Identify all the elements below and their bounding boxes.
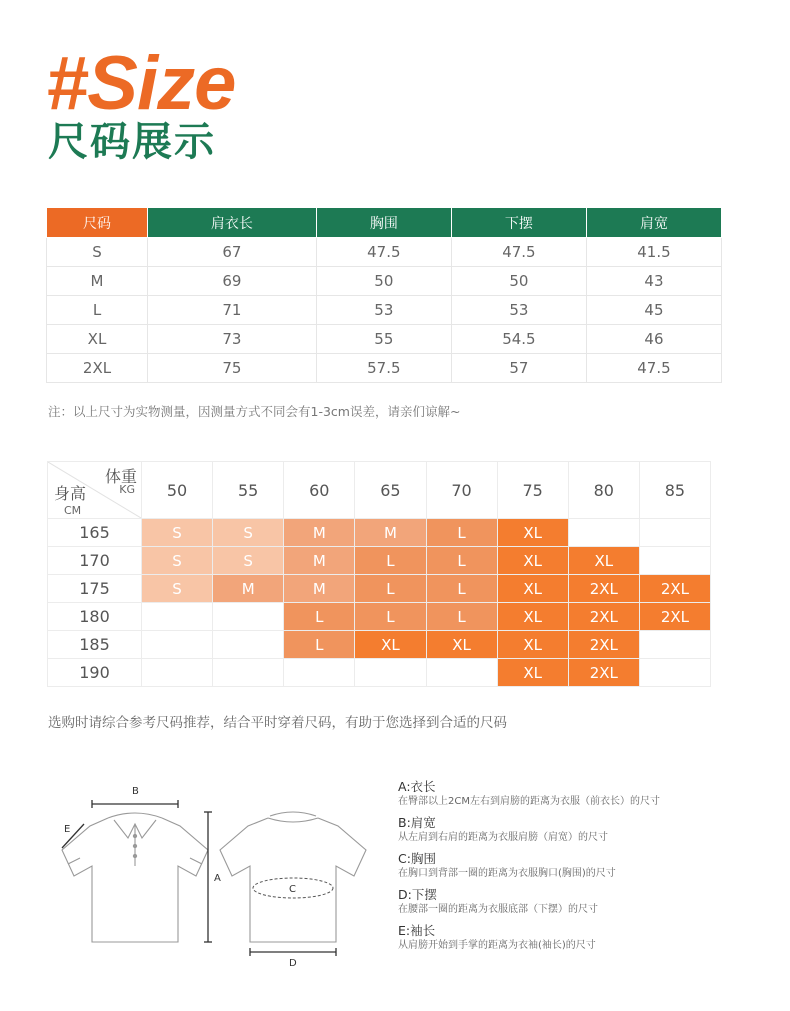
size-cell: 2XL bbox=[47, 354, 148, 383]
size-recommend-cell bbox=[639, 519, 710, 547]
table-row bbox=[47, 325, 722, 354]
legend-desc: 在腰部一圈的距离为衣服底部（下摆）的尺寸 bbox=[398, 904, 598, 915]
size-recommend-cell: L bbox=[355, 575, 426, 603]
size-recommend-cell: M bbox=[284, 575, 355, 603]
legend-item bbox=[398, 778, 660, 808]
legend-desc: 从肩膀开始到手掌的距离为衣袖(袖长)的尺寸 bbox=[398, 940, 596, 951]
legend-desc: 从左肩到右肩的距离为衣服肩膀（肩宽）的尺寸 bbox=[398, 832, 608, 843]
size-recommend-cell: M bbox=[355, 519, 426, 547]
size-recommend-cell: 2XL bbox=[639, 603, 710, 631]
table-row bbox=[48, 547, 711, 575]
size-recommend-cell: L bbox=[284, 603, 355, 631]
measure-legend bbox=[398, 778, 660, 958]
size-recommend-cell: XL bbox=[355, 631, 426, 659]
legend-item bbox=[398, 922, 660, 952]
table-row bbox=[48, 659, 711, 687]
legend-key: B:肩宽 bbox=[398, 815, 436, 830]
size-recommend-cell bbox=[639, 631, 710, 659]
legend-item bbox=[398, 814, 660, 844]
size-recommend-cell: S bbox=[142, 575, 213, 603]
size-recommend-cell: XL bbox=[497, 603, 568, 631]
size-recommend-cell bbox=[568, 519, 639, 547]
size-note: 注：以上尺寸为实物测量，因测量方式不同会有1-3cm误差，请亲们谅解~ bbox=[48, 404, 461, 419]
size-recommend-cell: S bbox=[142, 519, 213, 547]
size-recommend-cell bbox=[213, 659, 284, 687]
size-recommend-cell: L bbox=[426, 603, 497, 631]
size-cell: 53 bbox=[316, 296, 451, 325]
size-recommend-cell: L bbox=[426, 519, 497, 547]
table-row bbox=[47, 296, 722, 325]
size-cell: 47.5 bbox=[586, 354, 721, 383]
size-recommend-cell: M bbox=[284, 547, 355, 575]
size-col-header: 肩宽 bbox=[586, 208, 721, 238]
size-recommend-cell: XL bbox=[426, 631, 497, 659]
shirt-diagram bbox=[48, 780, 368, 970]
legend-item bbox=[398, 850, 660, 880]
size-col-header: 胸围 bbox=[316, 208, 451, 238]
label-e: E bbox=[64, 824, 71, 835]
size-recommend-cell: L bbox=[426, 575, 497, 603]
size-recommend-cell: L bbox=[284, 631, 355, 659]
size-cell: XL bbox=[47, 325, 148, 354]
weight-header: 85 bbox=[639, 462, 710, 519]
legend-desc: 在胸口到背部一圈的距离为衣服胸口(胸围)的尺寸 bbox=[398, 868, 616, 879]
size-recommend-cell: 2XL bbox=[568, 575, 639, 603]
recommend-body bbox=[48, 519, 711, 687]
size-recommend-cell: L bbox=[426, 547, 497, 575]
height-header: 165 bbox=[48, 519, 142, 547]
table-row bbox=[48, 575, 711, 603]
size-recommend-cell bbox=[355, 659, 426, 687]
recommend-corner bbox=[48, 462, 142, 519]
size-col-header: 下摆 bbox=[451, 208, 586, 238]
label-b: B bbox=[132, 786, 139, 797]
title-cn: 尺码展示 bbox=[48, 119, 216, 165]
size-cell: 46 bbox=[586, 325, 721, 354]
weight-header: 60 bbox=[284, 462, 355, 519]
title-en: #Size bbox=[46, 41, 236, 126]
size-recommend-cell: XL bbox=[497, 575, 568, 603]
size-cell: 54.5 bbox=[451, 325, 586, 354]
legend-key: D:下摆 bbox=[398, 887, 437, 902]
size-cell: S bbox=[47, 238, 148, 267]
size-recommend-cell: 2XL bbox=[568, 603, 639, 631]
size-cell: 45 bbox=[586, 296, 721, 325]
size-recommend-cell bbox=[639, 547, 710, 575]
size-table-header bbox=[47, 208, 722, 238]
size-cell: 67 bbox=[148, 238, 317, 267]
size-table bbox=[46, 207, 722, 383]
size-cell: 73 bbox=[148, 325, 317, 354]
table-row bbox=[47, 354, 722, 383]
height-header: 180 bbox=[48, 603, 142, 631]
label-d: D bbox=[289, 958, 297, 969]
size-recommend-cell: S bbox=[213, 519, 284, 547]
size-recommend-cell: L bbox=[355, 547, 426, 575]
front-shirt-icon bbox=[62, 813, 208, 942]
size-recommend-cell: 2XL bbox=[639, 575, 710, 603]
size-cell: 69 bbox=[148, 267, 317, 296]
height-header: 170 bbox=[48, 547, 142, 575]
size-recommend-cell: S bbox=[213, 547, 284, 575]
size-cell: 50 bbox=[451, 267, 586, 296]
size-cell: 55 bbox=[316, 325, 451, 354]
label-a: A bbox=[214, 873, 221, 884]
size-recommend-cell bbox=[142, 659, 213, 687]
size-cell: 57 bbox=[451, 354, 586, 383]
legend-desc: 在臀部以上2CM左右到肩膀的距离为衣服（前衣长）的尺寸 bbox=[398, 796, 660, 807]
size-recommend-cell: 2XL bbox=[568, 631, 639, 659]
size-col-header: 肩衣长 bbox=[148, 208, 317, 238]
weight-header: 55 bbox=[213, 462, 284, 519]
height-header: 185 bbox=[48, 631, 142, 659]
weight-header: 75 bbox=[497, 462, 568, 519]
legend-key: C:胸围 bbox=[398, 851, 436, 866]
size-recommend-cell: XL bbox=[497, 659, 568, 687]
size-recommend-cell bbox=[142, 603, 213, 631]
height-unit: CM bbox=[64, 504, 82, 517]
size-recommend-cell: S bbox=[142, 547, 213, 575]
size-recommend-cell: L bbox=[355, 603, 426, 631]
size-recommend-cell bbox=[142, 631, 213, 659]
legend-item bbox=[398, 886, 660, 916]
size-cell: 57.5 bbox=[316, 354, 451, 383]
size-cell: 47.5 bbox=[451, 238, 586, 267]
size-col-header: 尺码 bbox=[47, 208, 148, 238]
size-cell: 75 bbox=[148, 354, 317, 383]
weight-header: 65 bbox=[355, 462, 426, 519]
table-row bbox=[48, 631, 711, 659]
size-cell: 43 bbox=[586, 267, 721, 296]
label-c: C bbox=[289, 884, 296, 895]
recommend-table bbox=[47, 461, 711, 687]
size-cell: 71 bbox=[148, 296, 317, 325]
weight-header: 70 bbox=[426, 462, 497, 519]
size-recommend-cell: XL bbox=[497, 519, 568, 547]
size-cell: 53 bbox=[451, 296, 586, 325]
legend-key: E:袖长 bbox=[398, 923, 436, 938]
size-recommend-cell bbox=[213, 631, 284, 659]
size-recommend-cell: XL bbox=[497, 631, 568, 659]
size-recommend-cell bbox=[639, 659, 710, 687]
height-label: 身高 bbox=[54, 484, 87, 503]
table-row bbox=[48, 519, 711, 547]
size-recommend-cell bbox=[284, 659, 355, 687]
back-shirt-icon bbox=[220, 812, 366, 942]
legend-key: A:衣长 bbox=[398, 779, 436, 794]
size-recommend-cell: XL bbox=[568, 547, 639, 575]
size-cell: M bbox=[47, 267, 148, 296]
weight-header: 50 bbox=[142, 462, 213, 519]
size-recommend-cell bbox=[426, 659, 497, 687]
size-cell: L bbox=[47, 296, 148, 325]
weight-header: 80 bbox=[568, 462, 639, 519]
size-cell: 50 bbox=[316, 267, 451, 296]
recommend-header-row bbox=[48, 462, 711, 519]
weight-unit: KG bbox=[119, 483, 135, 496]
size-cell: 41.5 bbox=[586, 238, 721, 267]
size-recommend-cell bbox=[213, 603, 284, 631]
table-row bbox=[47, 238, 722, 267]
size-recommend-cell: 2XL bbox=[568, 659, 639, 687]
table-row bbox=[48, 603, 711, 631]
height-header: 190 bbox=[48, 659, 142, 687]
size-recommend-cell: M bbox=[213, 575, 284, 603]
table-row bbox=[47, 267, 722, 296]
weight-label: 体重 bbox=[104, 467, 137, 486]
size-cell: 47.5 bbox=[316, 238, 451, 267]
size-recommend-cell: XL bbox=[497, 547, 568, 575]
size-recommend-cell: M bbox=[284, 519, 355, 547]
height-header: 175 bbox=[48, 575, 142, 603]
purchase-tip: 选购时请综合参考尺码推荐，结合平时穿着尺码，有助于您选择到合适的尺码 bbox=[48, 715, 507, 731]
